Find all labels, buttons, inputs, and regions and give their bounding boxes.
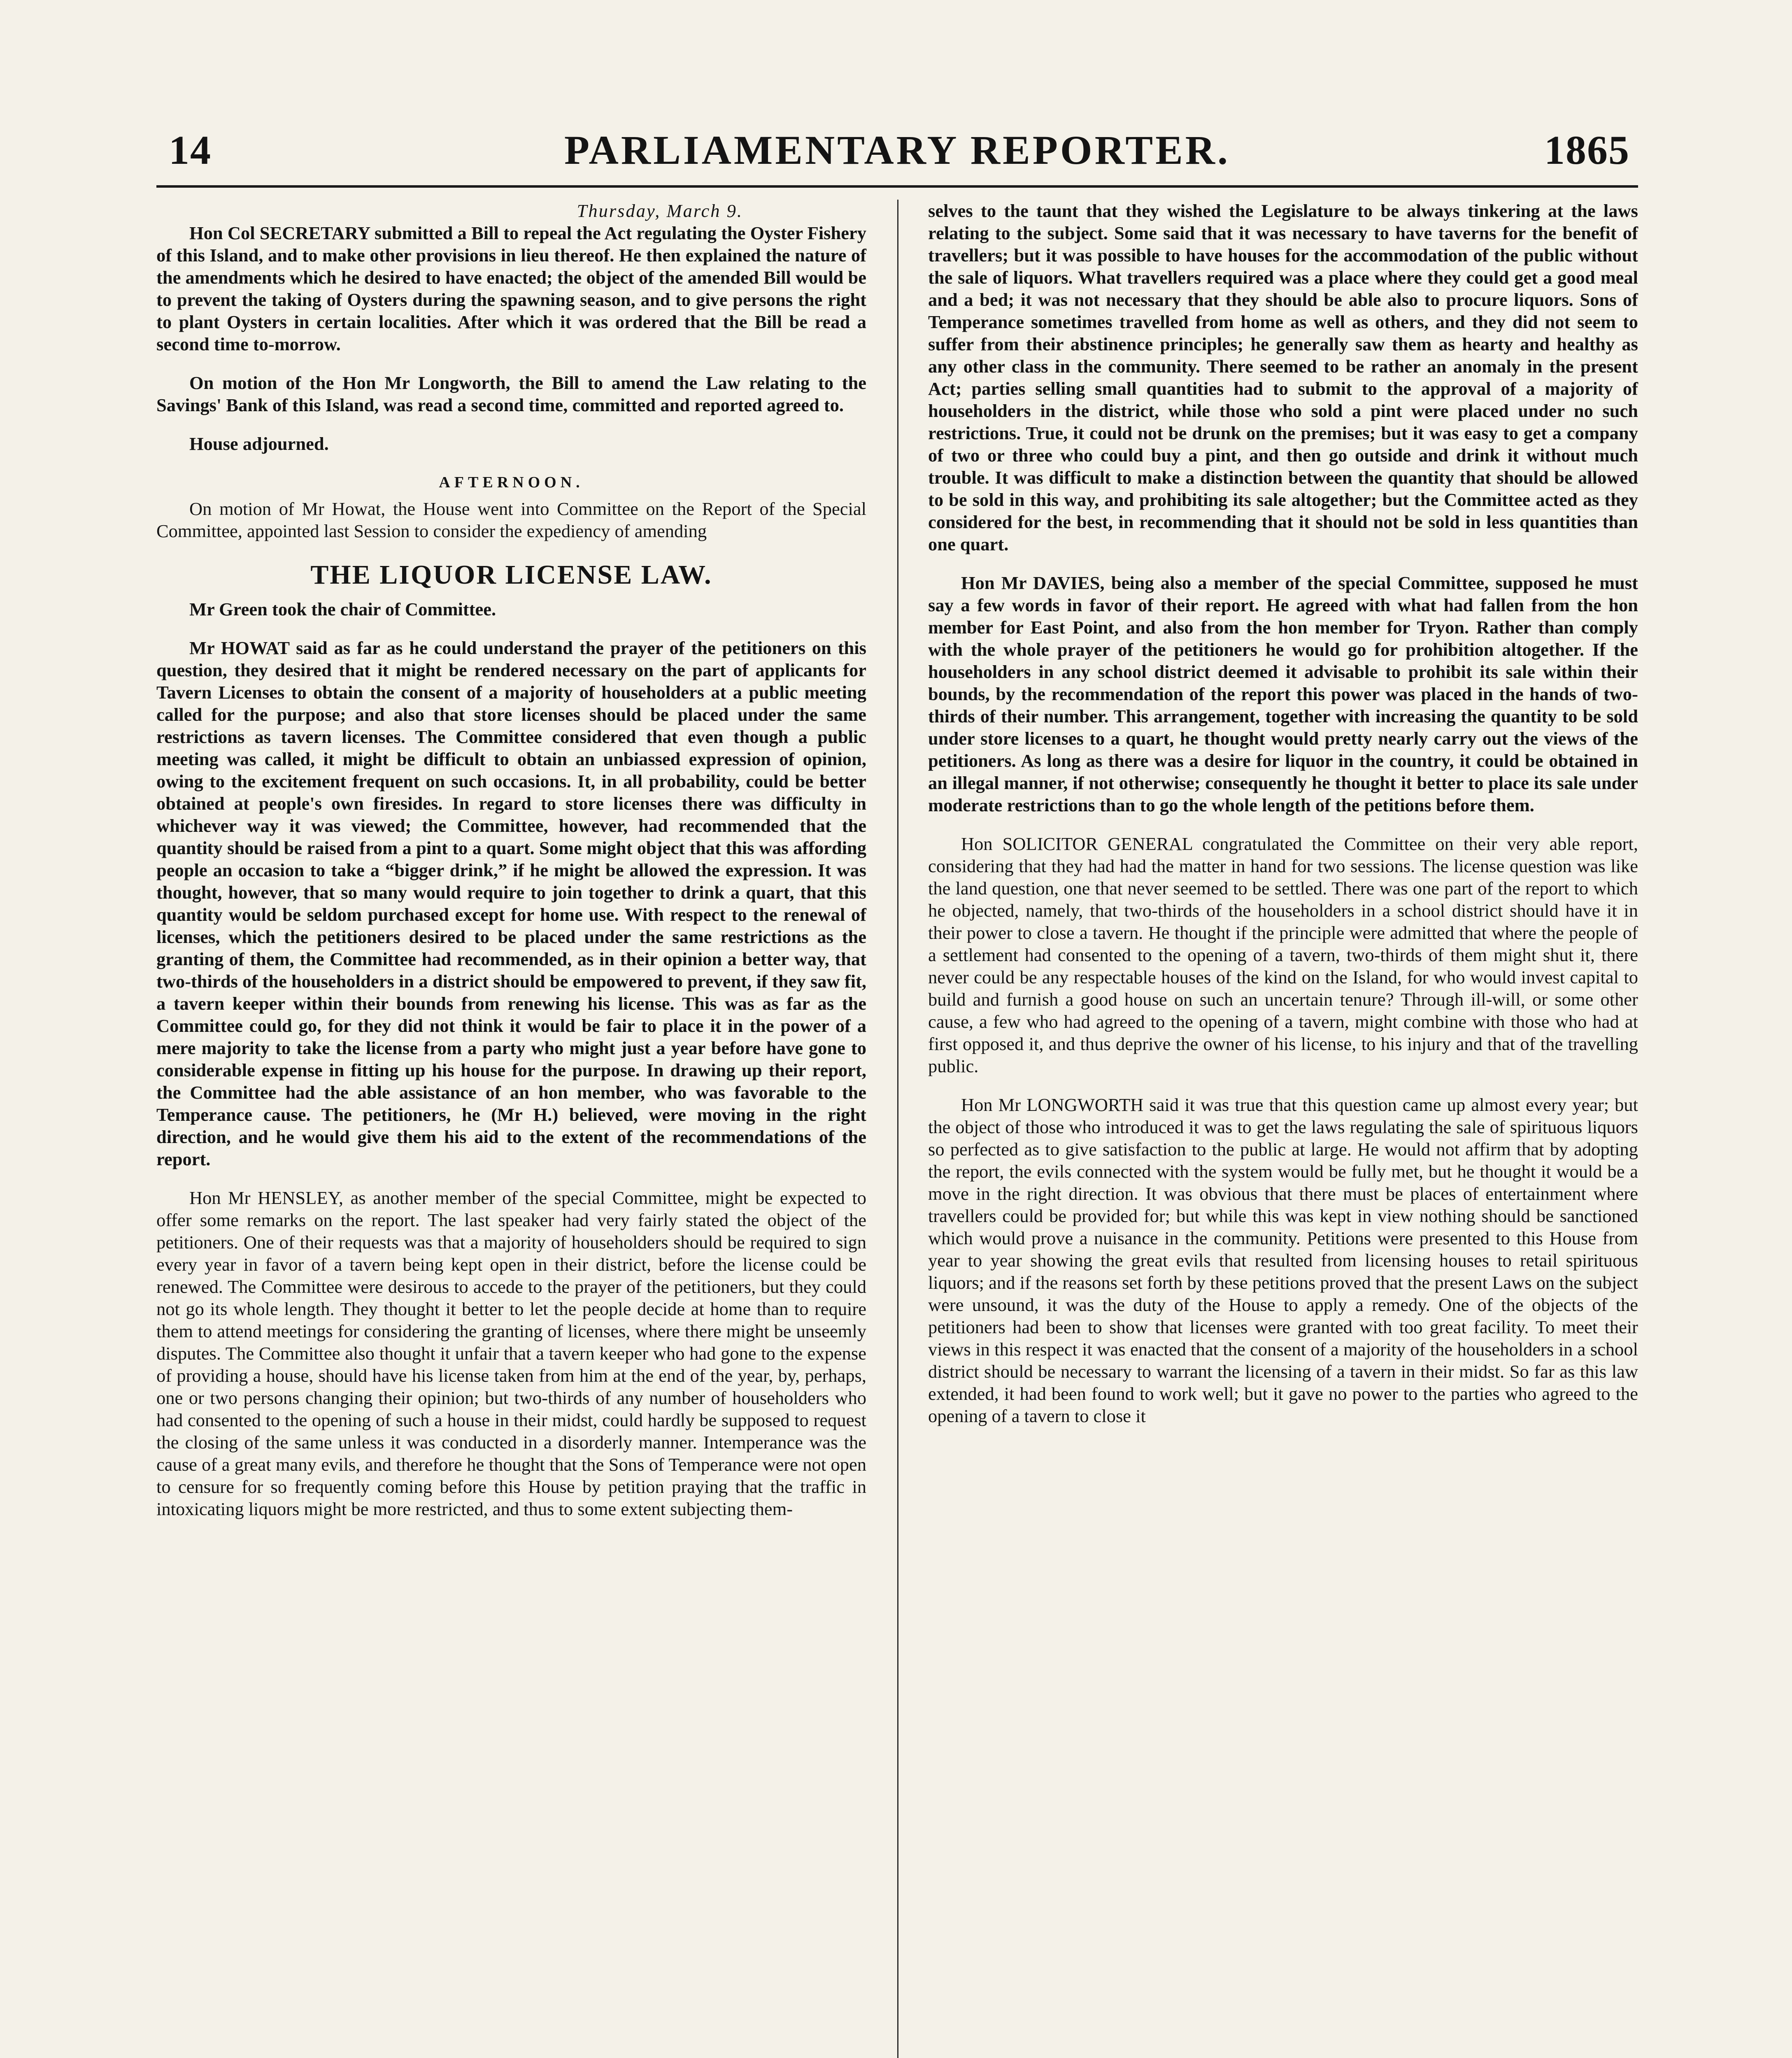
left-column bbox=[156, 200, 866, 1537]
paragraph-committee-motion: On motion of Mr Howat, the House went into Committee on the Report of the Special Committee, appointed last Session to consider the expediency of amending bbox=[156, 498, 866, 541]
publication-title: PARLIAMENTARY REPORTER. bbox=[564, 127, 1231, 173]
publication-year: 1865 bbox=[1544, 127, 1630, 173]
header-rule bbox=[156, 185, 1638, 188]
page-number: 14 bbox=[169, 127, 212, 173]
paragraph-solicitor-general-speech: Hon SOLICITOR GENERAL congratulated the Committee on their very able report, considering that they had had the matter in hand for two sessions. The license question was like the land question, one that never seemed to be settled. There was one part of the report to which he objected, namely, that two-thirds of the householders in a school district should have it in their power to close a tavern. He thought if the principle were admitted that where the people of a settlement had consented to the opening of a tavern, two-thirds of them might shut it, there never could be any respectable houses of the kind on the Island, for who would invest capital to build and furnish a good house on such an uncertain tenure? Through ill-will, or some other cause, a few who had agreed to the opening of a tavern, might combine with those who had at first opposed it, and thus deprive the owner of his license, to his injury and that of the travelling public. bbox=[928, 833, 1638, 1076]
paragraph-chair: Mr Green took the chair of Committee. bbox=[189, 599, 496, 619]
paragraph-hensley-speech: Hon Mr HENSLEY, as another member of the special Committee, might be expected to offer some remarks on the report. The last speaker had very fairly stated the object of the petitioners. One of their requests was that a majority of householders should be required to sign every year in favor of a tavern being kept open in their district, before the license could be renewed. The Committee were desirous to accede to the prayer of the petitioners, but they could not go its whole length. They thought it better to let the people decide at home than to require them to attend meetings for considering the granting of licenses, where there might be unseemly disputes. The Committee also thought it unfair that a tavern keeper who had gone to the expense of providing a house, should have his license taken from him at the end of the year, by, perhaps, one or two persons changing their opinion; but two-thirds of any number of householders who had consented to the opening of such a house in their midst, could hardly be supposed to request the closing of the same unless it was conducted in a disorderly manner. Intemperance was the cause of a great many evils, and therefore he thought that the Sons of Temperance were not open to censure for so frequently coming before this House by petition praying that the traffic in intoxicating liquors might be more restricted, and thus to some extent subjecting them- bbox=[156, 1187, 866, 1519]
paragraph-hensley-continued: selves to the taunt that they wished the Legislature to be always tinkering at the laws relating to the subject. Some said that it was necessary to have taverns for the benefit of travellers; but it was possible to have houses for the accommodation of the public without the sale of liquors. What travellers required was a place where they could get a good meal and a bed; it was not necessary that they should be able also to procure liquors. Sons of Temperance sometimes travelled from home as well as others, and they did not seem to suffer from their abstinence principles; he generally saw them as hearty and healthy as any other class in the community. There seemed to be rather an anomaly in the present Act; parties selling small quantities had to submit to the approval of a majority of householders in the district, while those who sold a pint were placed under no such restrictions. True, it could not be drunk on the premises; but it was easy to get a company of two or three who could buy a pint, and then go outside and drink it without much trouble. It was difficult to make a distinction between the quantity that should be allowed to be sold in this way, and prohibiting its sale altogether; but the Committee acted as they considered for the best, in recommending that it should not be sold in less quantities than one quart. bbox=[928, 200, 1638, 554]
column-divider bbox=[897, 200, 898, 2058]
paragraph-oyster-bill: Hon Col SECRETARY submitted a Bill to repeal the Act regulating the Oyster Fishery of this Island, and to make other provisions in lieu thereof. He then explained the nature of the amendments which he desired to have enacted; the object of the amended Bill would be to prevent the taking of Oysters during the spawning season, and to give persons the right to plant Oysters in certain localities. After which it was ordered that the Bill be read a second time to-morrow. bbox=[156, 223, 866, 354]
paragraph-longworth-speech: Hon Mr LONGWORTH said it was true that this question came up almost every year; but the object of those who introduced it was to get the laws regulating the sale of spirituous liquors so perfected as to give satisfaction to the public at large. He would not affirm that by adopting the report, the evils connected with the system would be fully met, but he thought it would be a move in the right direction. It was obvious that there must be places of entertainment where travellers could be provided for; but while this was kept in view nothing should be sanctioned which would prove a nuisance in the community. Petitions were presented to this House from year to year showing the great evils that resulted from licensing houses to retail spirituous liquors; and if the reasons set forth by these petitions proved that the present Laws on the subject were unsound, it was the duty of the House to apply a remedy. One of the objects of the petitioners had been to show that licenses were granted with too great facility. To meet their views in this respect it was enacted that the consent of a majority of the householders in a school district should be necessary to warrant the licensing of a tavern in their midst. So far as this law extended, it had been found to work well; but it gave no power to the parties who agreed to the opening of a tavern to close it bbox=[928, 1094, 1638, 1426]
right-column bbox=[928, 200, 1638, 1443]
paragraph-davies-speech: Hon Mr DAVIES, being also a member of the special Committee, supposed he must say a few words in favor of their report. He agreed with what had fallen from the hon member for East Point, and also from the hon member for Tryon. Rather than comply with the whole prayer of the petitioners he would go for prohibition altogether. If the householders in any school district deemed it advisable to prohibit its sale within their bounds, by the recommendation of the report this power was placed in the hands of two-thirds of their number. This arrangement, together with increasing the quantity to be sold under store licenses to a quart, he thought would pretty nearly carry out the views of the petitioners. As long as there was a desire for liquor in the country, it could be obtained in an illegal manner, if not otherwise; consequently he thought it better to place its sale under moderate restrictions than to go the whole length of the petitions before them. bbox=[928, 573, 1638, 815]
paragraph-house-adjourned: House adjourned. bbox=[189, 433, 329, 454]
page-header bbox=[156, 123, 1638, 185]
paragraph-howat-speech: Mr HOWAT said as far as he could understand the prayer of the petitioners on this question, they desired that it might be rendered necessary on the part of applicants for Tavern Licenses to obtain the consent of a majority of householders at a public meeting called for the purpose; and also that store licenses should be placed under the same restrictions as tavern licenses. The Committee considered that even though a public meeting was called, it might be difficult to obtain an unbiassed expression of opinion, owing to the excitement frequent on such occasions. It, in all probability, could be better obtained at people's own firesides. In regard to store licenses there was difficulty in whichever way it was viewed; the Committee, however, had recommended that the quantity should be raised from a pint to a quart. Some might object that this was affording people an occasion to take a “bigger drink,” if he might be allowed the expression. It was thought, however, that so many would require to join together to drink a quart, that this quantity would be seldom purchased except for home use. With respect to the renewal of licenses, which the petitioners desired to be placed under the same restrictions as the granting of them, the Committee had recommended, as in their opinion a better way, that two-thirds of the householders in a district should be empowered to prevent, if they saw fit, a tavern keeper within their bounds from renewing his license. This was as far as the Committee could go, for they did not think it would be fair to place it in the power of a mere majority to take the license from a party who might just a year before have gone to considerable expense in fitting up his house for the purpose. In drawing up their report, the Committee had the able assistance of an hon member, who was favorable to the Temperance cause. The petitioners, he (Mr H.) believed, were moving in the right direction, and he would give them his aid to the extent of the recommendations of the report. bbox=[156, 638, 866, 1169]
paragraph-savings-bank-bill: On motion of the Hon Mr Longworth, the Bill to amend the Law relating to the Savings' Bank of this Island, was read a second time, committed and reported agreed to. bbox=[156, 372, 866, 415]
article-headline: THE LIQUOR LICENSE LAW. bbox=[310, 560, 712, 590]
dateline: Thursday, March 9. bbox=[577, 200, 743, 221]
newspaper-page bbox=[156, 123, 1638, 2058]
afternoon-label: AFTERNOON. bbox=[439, 474, 584, 491]
